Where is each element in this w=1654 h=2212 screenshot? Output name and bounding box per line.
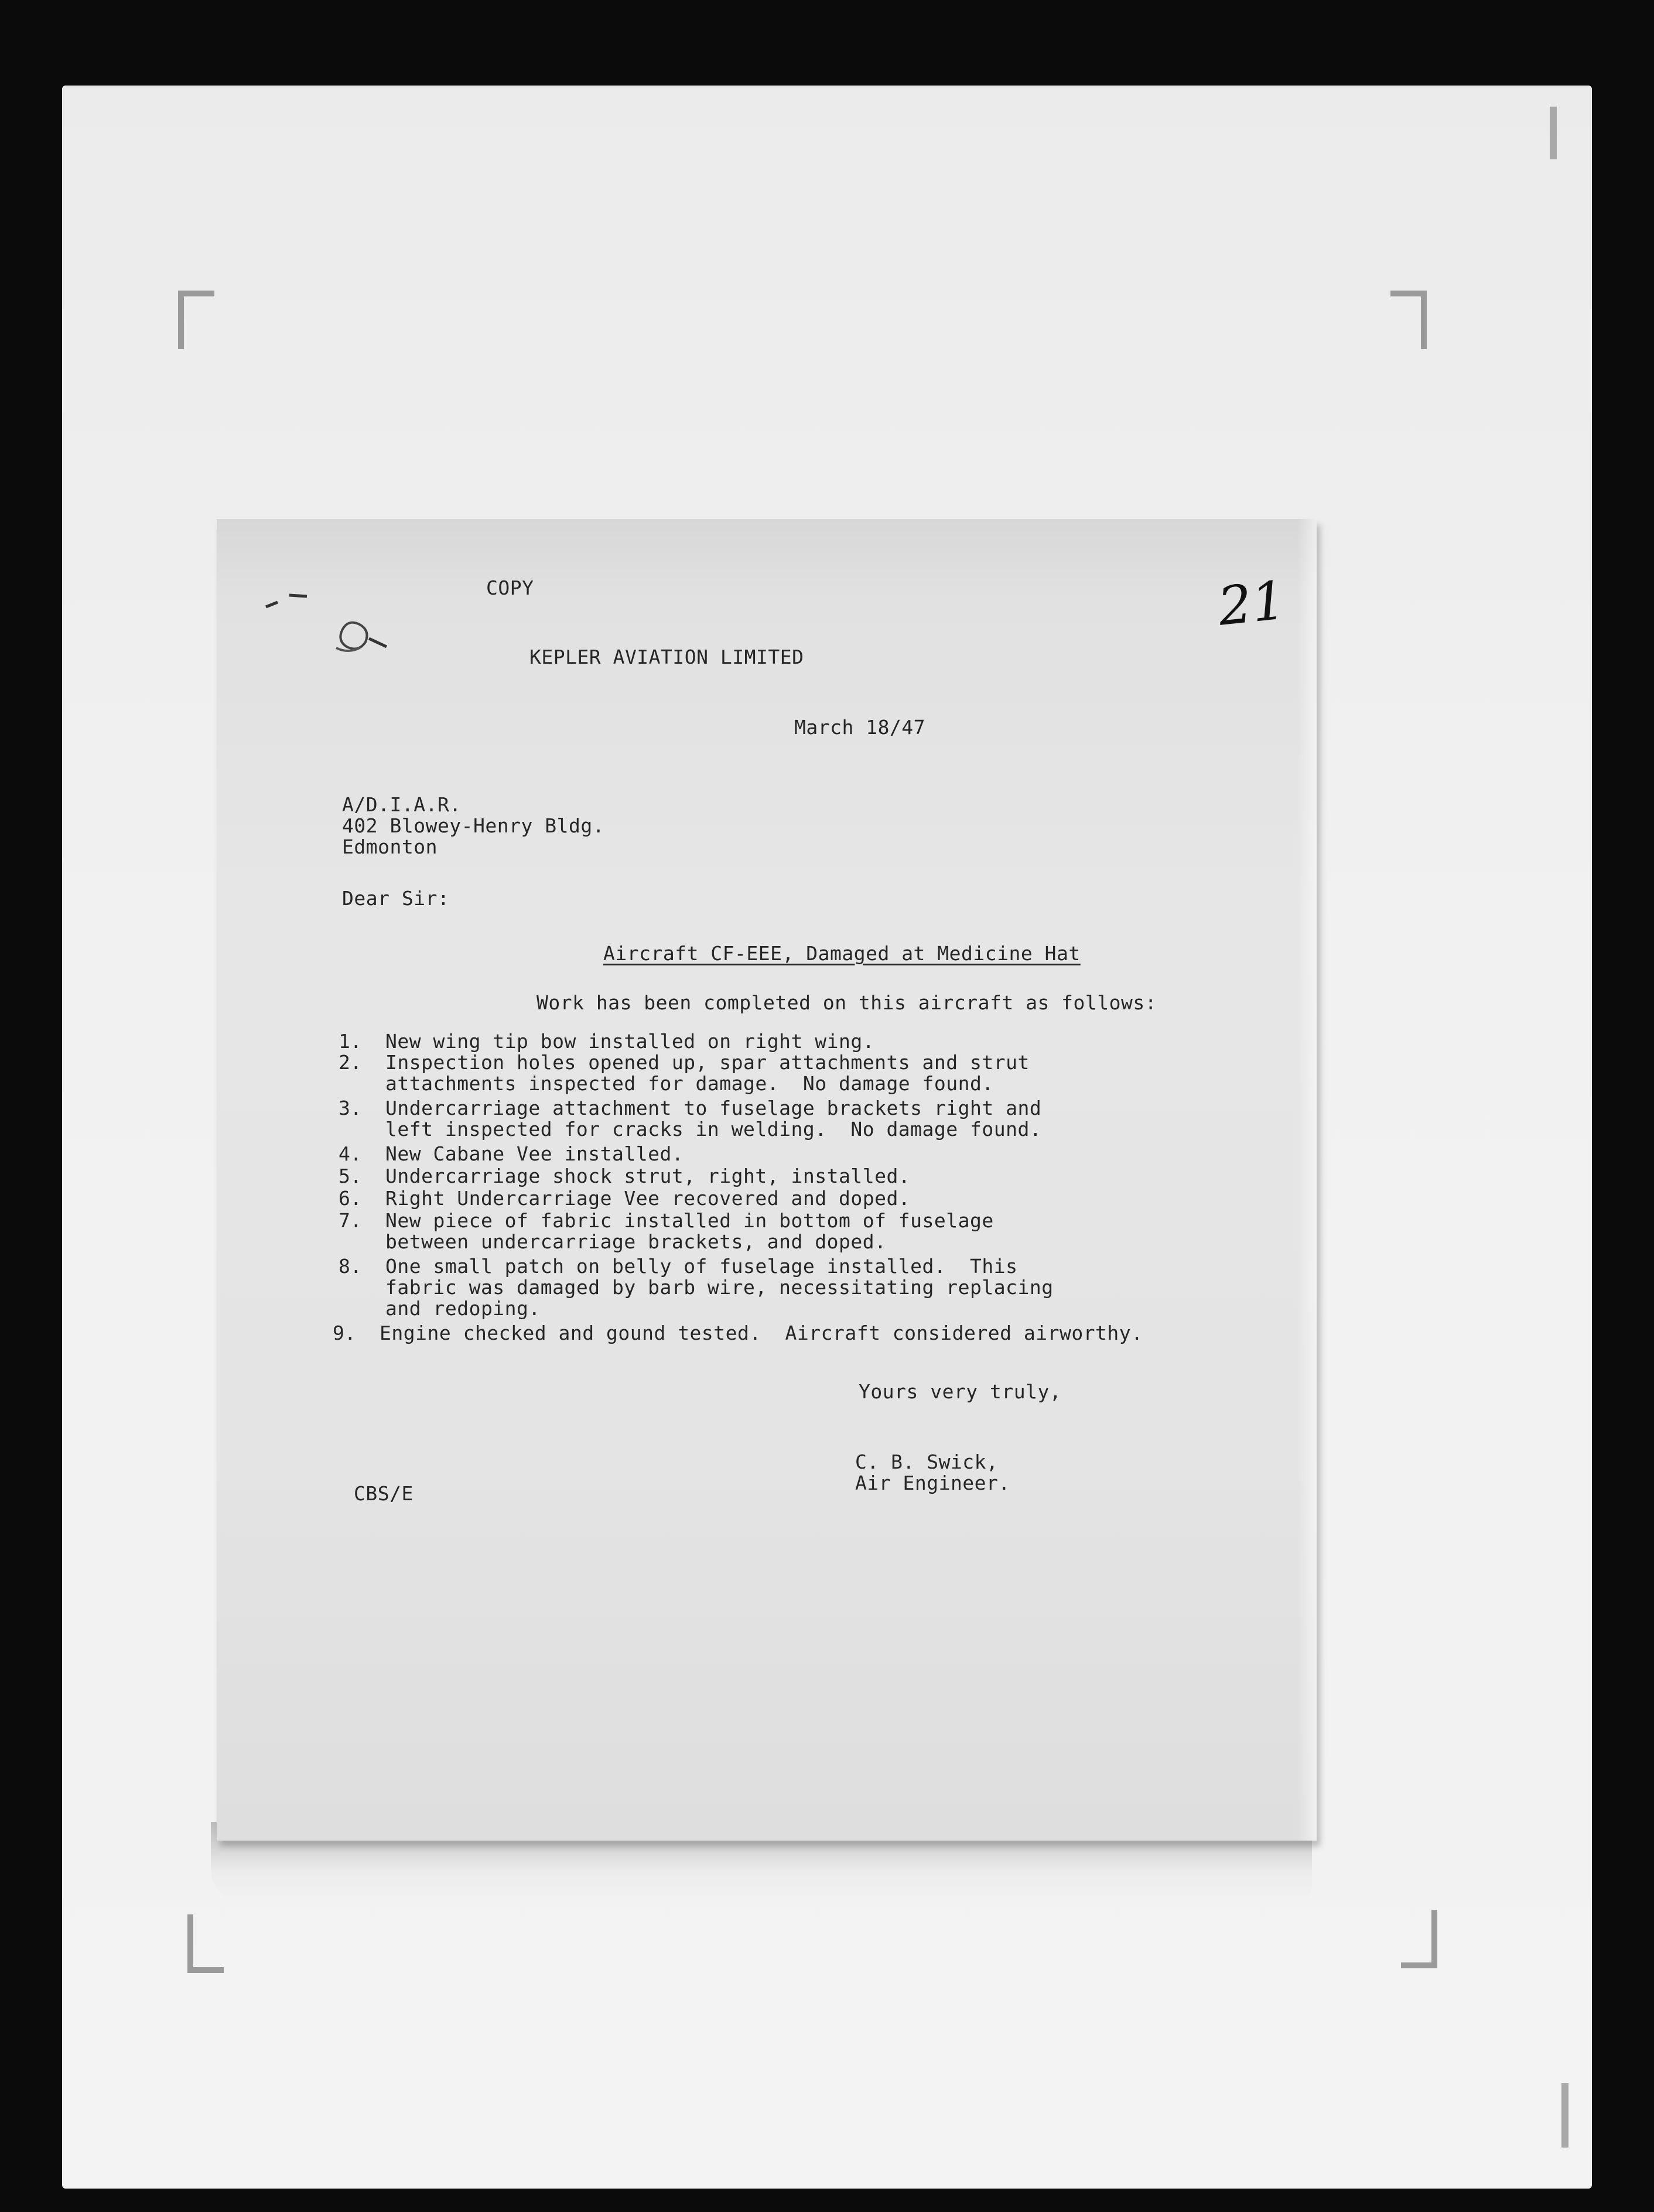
edge-mark-bottom-right [1561, 2083, 1568, 2148]
letter-date: March 18/47 [794, 716, 926, 739]
signer-name: C. B. Swick, [855, 1450, 999, 1473]
edge-mark-top-right [1550, 107, 1557, 159]
copy-label: COPY [486, 576, 534, 599]
intro-line: Work has been completed on this aircraft as follows: [536, 991, 1157, 1014]
crop-mark-top-right [1390, 291, 1427, 349]
crop-mark-top-left [178, 291, 214, 349]
handwritten-page-number: 21 [1215, 569, 1289, 638]
crop-mark-bottom-left [187, 1914, 224, 1973]
address-line-1: A/D.I.A.R. [342, 793, 462, 816]
letter-page: COPY 21 KEPLER AVIATION LIMITED March 18/47 A/D.I.A.R. 402 Blowey-Henry Bldg. Edmonton Dear Sir: Aircraft CF-EEE, Damaged at Medicine Hat Work has been completed on this aircraft as follows: 1. New wing tip bow installed on right wing. 2. Inspection holes opened up, spar attachments and strut attachments inspected for damage. No damage found. 3. Undercarriage attachment to fuselage brackets right and left inspected for cracks in welding. No damage found. 4. New Cabane Vee installed. 5. Undercarriage shock strut, right, installed. 6. Right Undercarriage Vee recovered and doped. 7. New piece of fabric installed in bottom of fuselage between undercarriage brackets, and doped. 8. One small patch on belly of fuselage installed. This fabric was damaged by barb wire, necessitating replacing and redoping. 9. Engine checked and gound tested. Aircraft considered airworthy. Yours very truly, C. B. Swick, Air Engineer. CBS/E [217, 519, 1317, 1841]
ink-smudge [254, 566, 389, 660]
typist-initials: CBS/E [354, 1482, 414, 1505]
address-line-2: 402 Blowey-Henry Bldg. [342, 814, 605, 837]
crop-mark-bottom-right [1401, 1910, 1437, 1968]
salutation: Dear Sir: [342, 887, 450, 910]
signer-title: Air Engineer. [855, 1472, 1010, 1494]
address-line-3: Edmonton [342, 835, 438, 858]
closing: Yours very truly, [859, 1380, 1062, 1403]
subject-line: Aircraft CF-EEE, Damaged at Medicine Hat [603, 942, 1081, 965]
company-name: KEPLER AVIATION LIMITED [529, 646, 804, 668]
